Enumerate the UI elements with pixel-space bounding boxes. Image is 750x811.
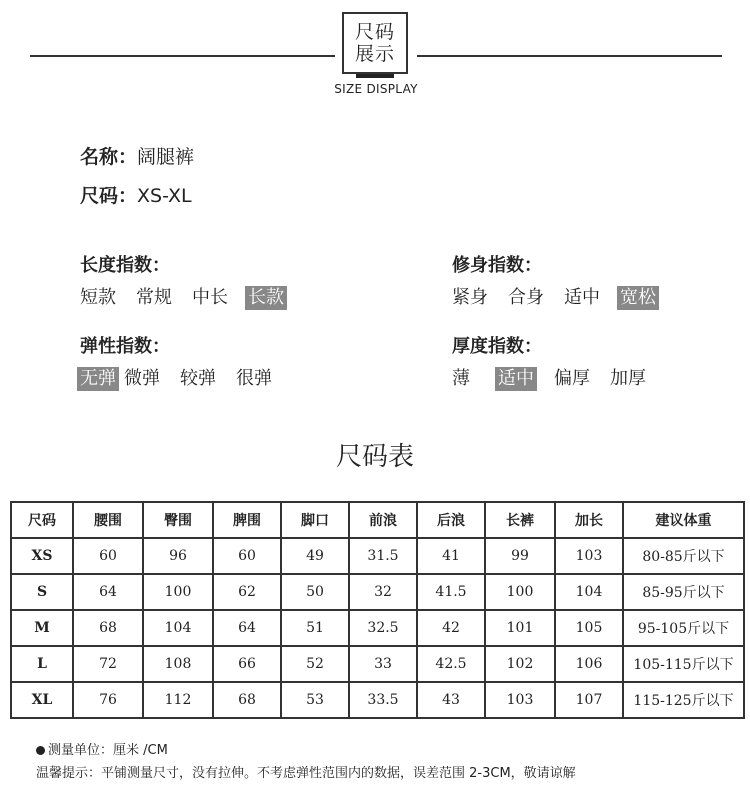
measurement-unit-note [36, 739, 168, 758]
fit-option-tight: 紧身 [452, 287, 488, 308]
bullet-dot-icon [36, 746, 45, 755]
size-table-header-row [11, 502, 744, 538]
header-thigh: 脾围 [213, 502, 281, 538]
table-cell: 72 [73, 646, 143, 682]
table-cell: 62 [213, 574, 281, 610]
table-cell: 107 [555, 682, 623, 718]
title-underbar [356, 74, 394, 78]
header-hip: 臀围 [143, 502, 213, 538]
product-name-row [80, 142, 194, 169]
header-front-rise: 前浪 [349, 502, 417, 538]
measurement-unit-text: 测量单位：厘米 /CM [48, 743, 168, 758]
table-cell: 103 [485, 682, 555, 718]
thickness-index-options [449, 367, 663, 391]
table-cell: 33.5 [349, 682, 417, 718]
title-line-2: 展示 [354, 43, 395, 65]
table-cell: 100 [485, 574, 555, 610]
table-cell: 105-115斤以下 [623, 646, 744, 682]
table-row [11, 538, 744, 574]
fit-option-moderate: 适中 [564, 287, 600, 308]
thickness-index-title: 厚度指数： [452, 336, 542, 357]
fit-option-fitted: 合身 [508, 287, 544, 308]
header-rule-right [417, 55, 722, 57]
header-rule-left [30, 55, 335, 57]
table-cell: 33 [349, 646, 417, 682]
table-row [11, 646, 744, 682]
elasticity-index-options [77, 367, 289, 391]
table-cell: L [11, 646, 73, 682]
size-display-title-box [342, 12, 408, 74]
fit-option-loose: 宽松 [617, 286, 659, 310]
table-cell: 101 [485, 610, 555, 646]
table-cell: 103 [555, 538, 623, 574]
table-cell: 96 [143, 538, 213, 574]
table-cell: 105 [555, 610, 623, 646]
elasticity-option-slight: 微弹 [124, 368, 160, 389]
elasticity-index-title: 弹性指数： [80, 336, 170, 357]
product-size-row [80, 181, 192, 208]
table-cell: 68 [73, 610, 143, 646]
table-cell: 115-125斤以下 [623, 682, 744, 718]
warm-tip: 温馨提示：平铺测量尺寸，没有拉伸。不考虑弹性范围内的数据，误差范围 2-3CM，敬请谅解 [36, 766, 576, 781]
thickness-option-extra-thick: 加厚 [610, 368, 646, 389]
table-cell: 99 [485, 538, 555, 574]
thickness-option-thin: 薄 [452, 368, 470, 389]
table-cell: XL [11, 682, 73, 718]
table-cell: 50 [281, 574, 349, 610]
table-cell: 64 [213, 610, 281, 646]
product-size-label: 尺码： [80, 185, 138, 207]
header-size: 尺码 [11, 502, 73, 538]
thickness-option-medium: 适中 [495, 367, 537, 391]
table-cell: 42.5 [417, 646, 485, 682]
title-line-1: 尺码 [354, 21, 395, 43]
elasticity-option-high: 很弹 [236, 368, 272, 389]
table-cell: 60 [73, 538, 143, 574]
length-option-long: 长款 [245, 286, 287, 310]
table-cell: 64 [73, 574, 143, 610]
table-cell: 80-85斤以下 [623, 538, 744, 574]
table-row [11, 682, 744, 718]
table-cell: 76 [73, 682, 143, 718]
header-extra-long: 加长 [555, 502, 623, 538]
table-cell: 108 [143, 646, 213, 682]
product-name-value: 阔腿裤 [137, 146, 195, 168]
table-cell: 112 [143, 682, 213, 718]
table-cell: 32.5 [349, 610, 417, 646]
table-cell: 53 [281, 682, 349, 718]
table-cell: 68 [213, 682, 281, 718]
elasticity-option-moderate: 较弹 [180, 368, 216, 389]
table-row [11, 574, 744, 610]
table-cell: 32 [349, 574, 417, 610]
table-cell: 41 [417, 538, 485, 574]
table-cell: 60 [213, 538, 281, 574]
length-index-title: 长度指数： [80, 255, 170, 276]
table-cell: 52 [281, 646, 349, 682]
header-back-rise: 后浪 [417, 502, 485, 538]
table-cell: 41.5 [417, 574, 485, 610]
table-cell: 51 [281, 610, 349, 646]
table-cell: 49 [281, 538, 349, 574]
header-waist: 腰围 [73, 502, 143, 538]
length-index-options [77, 286, 301, 310]
table-cell: 102 [485, 646, 555, 682]
table-cell: 100 [143, 574, 213, 610]
table-cell: 106 [555, 646, 623, 682]
table-cell: 95-105斤以下 [623, 610, 744, 646]
table-cell: M [11, 610, 73, 646]
length-option-regular: 常规 [136, 287, 172, 308]
table-cell: S [11, 574, 73, 610]
length-option-short: 短款 [80, 287, 116, 308]
fit-index-options [449, 286, 673, 310]
table-cell: 43 [417, 682, 485, 718]
header-suggested-weight: 建议体重 [623, 502, 744, 538]
product-name-label: 名称： [80, 146, 138, 168]
length-option-medium: 中长 [192, 287, 228, 308]
table-cell: XS [11, 538, 73, 574]
header-leg-opening: 脚口 [281, 502, 349, 538]
elasticity-option-none: 无弹 [77, 367, 119, 391]
size-table-title: 尺码表 [335, 442, 414, 472]
table-cell: 104 [143, 610, 213, 646]
fit-index-title: 修身指数： [452, 255, 542, 276]
table-cell: 66 [213, 646, 281, 682]
product-size-value: XS-XL [137, 185, 192, 207]
table-cell: 85-95斤以下 [623, 574, 744, 610]
table-cell: 104 [555, 574, 623, 610]
thickness-option-thick: 偏厚 [554, 368, 590, 389]
table-row [11, 610, 744, 646]
table-cell: 42 [417, 610, 485, 646]
size-display-subtitle: SIZE DISPLAY [334, 82, 418, 96]
header-length: 长裤 [485, 502, 555, 538]
table-cell: 31.5 [349, 538, 417, 574]
size-table [10, 501, 745, 719]
